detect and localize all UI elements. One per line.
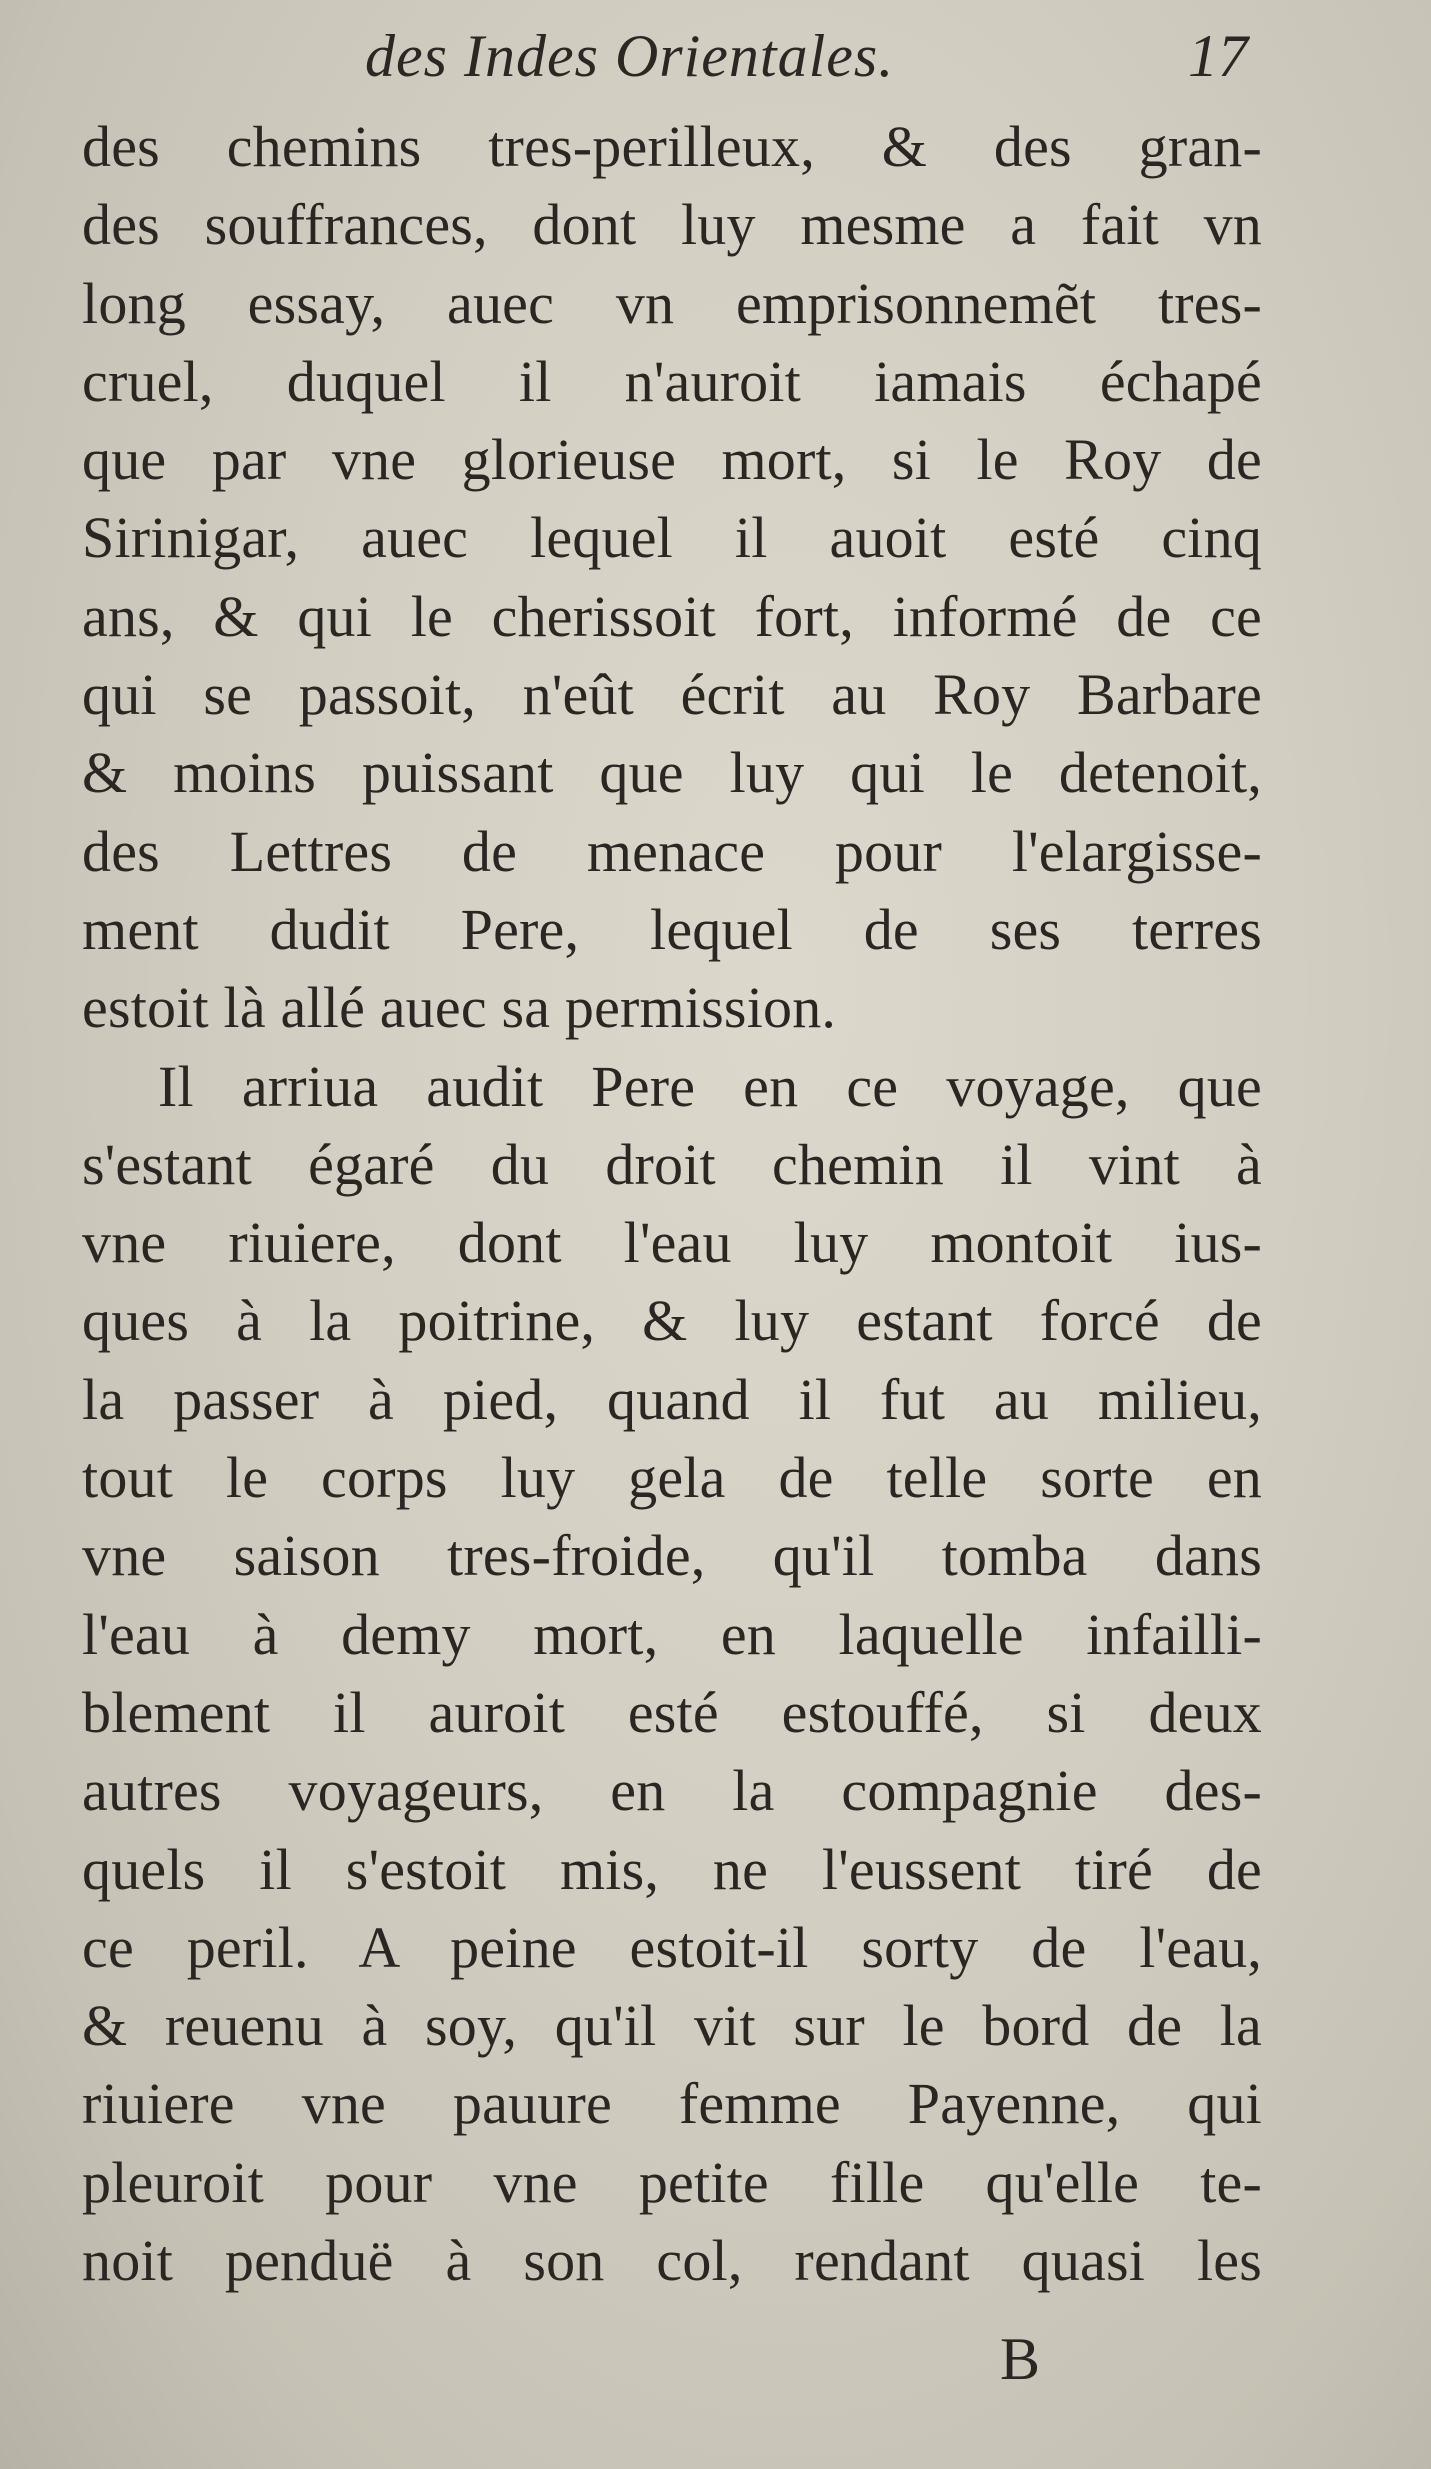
running-head: des Indes Orientales.: [365, 23, 895, 89]
signature-mark: B: [1000, 2326, 1041, 2392]
text-line: vne riuiere, dont l'eau luy montoit ius-: [82, 1210, 1262, 1276]
text-line: riuiere vne pauure femme Payenne, qui: [82, 2071, 1262, 2137]
text-line: cruel, duquel il n'auroit iamais échapé: [82, 348, 1262, 414]
paragraph-start-line: Il arriua audit Pere en ce voyage, que: [158, 1053, 1262, 1119]
text-line: Sirinigar, auec lequel il auoit esté cinq: [82, 505, 1262, 571]
text-line: pleuroit pour vne petite fille qu'elle te-: [82, 2149, 1262, 2215]
text-line: autres voyageurs, en la compagnie des-: [82, 1758, 1262, 1824]
text-line: & moins puissant que luy qui le detenoit,: [82, 740, 1262, 806]
text-line: blement il auroit esté estouffé, si deux: [82, 1679, 1262, 1745]
text-line: noit penduë à son col, rendant quasi les: [82, 2228, 1262, 2294]
text-line: qui se passoit, n'eût écrit au Roy Barbare: [82, 662, 1262, 728]
text-line: la passer à pied, quand il fut au milieu,: [82, 1366, 1262, 1432]
text-line: des Lettres de menace pour l'elargisse-: [82, 818, 1262, 884]
text-line: des souffrances, dont luy mesme a fait vn: [82, 192, 1262, 258]
text-line: estoit là allé auec sa permission.: [82, 975, 837, 1041]
text-line: ce peril. A peine estoit-il sorty de l'eau,: [82, 1914, 1262, 1980]
text-line: des chemins tres-perilleux, & des gran-: [82, 114, 1262, 179]
body-text: [82, 108, 1262, 2300]
text-line: ans, & qui le cherissoit fort, informé de ce: [82, 583, 1262, 649]
page-number: 17: [1188, 23, 1248, 89]
text-line: quels il s'estoit mis, ne l'eussent tiré de: [82, 1836, 1262, 1902]
text-line: tout le corps luy gela de telle sorte en: [82, 1445, 1262, 1511]
text-line: ment dudit Pere, lequel de ses terres: [82, 896, 1262, 962]
text-line: vne saison tres-froide, qu'il tomba dans: [82, 1523, 1262, 1589]
text-line: ques à la poitrine, & luy estant forcé de: [82, 1288, 1262, 1354]
text-line: que par vne glorieuse mort, si le Roy de: [82, 427, 1262, 493]
text-line: & reuenu à soy, qu'il vit sur le bord de la: [82, 1993, 1262, 2059]
page-header: [0, 18, 1431, 88]
text-line: s'estant égaré du droit chemin il vint à: [82, 1131, 1262, 1197]
text-line: long essay, auec vn emprisonnemẽt tres-: [82, 270, 1262, 336]
text-line: l'eau à demy mort, en laquelle infailli-: [82, 1601, 1262, 1667]
